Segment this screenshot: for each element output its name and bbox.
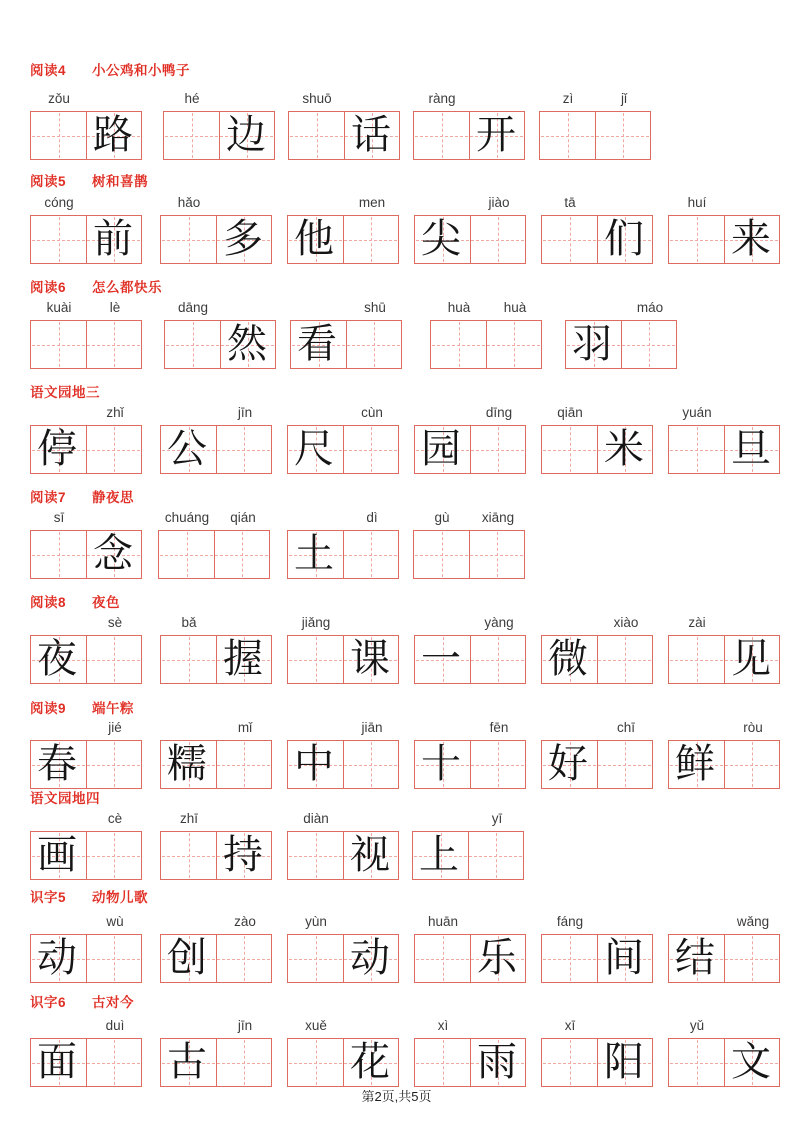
vertical-guide-line: [442, 532, 443, 577]
section-header: [30, 787, 100, 807]
printed-character: 旦: [731, 426, 771, 472]
tianzige-group: [539, 91, 651, 160]
tianzige-group: [30, 811, 142, 880]
printed-character: 春: [37, 741, 77, 787]
printed-character: 见: [731, 636, 771, 682]
pinyin-label: jié: [108, 720, 122, 735]
vertical-guide-line: [114, 742, 115, 787]
printed-character: 古: [167, 1039, 207, 1085]
vertical-guide-line: [244, 1040, 245, 1085]
vertical-guide-line: [498, 427, 499, 472]
printed-character: 十: [421, 741, 461, 787]
vertical-guide-line: [570, 427, 571, 472]
vertical-guide-line: [114, 833, 115, 878]
pinyin-label: dīng: [485, 405, 513, 420]
printed-character: 握: [223, 636, 263, 682]
section-header: [30, 991, 134, 1011]
tianzige-group: [160, 914, 272, 983]
tianzige-group: [30, 914, 142, 983]
pinyin-label: yàng: [484, 615, 514, 630]
vertical-guide-line: [114, 637, 115, 682]
printed-character: 鲜: [675, 741, 715, 787]
vertical-guide-line: [496, 833, 497, 878]
section-header: [30, 486, 134, 506]
tianzige-group: [414, 720, 526, 789]
section-label: 识字6: [30, 995, 67, 1010]
vertical-guide-line: [193, 322, 194, 367]
tianzige-group: [413, 91, 525, 160]
vertical-guide-line: [697, 427, 698, 472]
vertical-guide-line: [371, 742, 372, 787]
pinyin-label: cè: [107, 811, 123, 826]
printed-character: 夜: [37, 636, 77, 682]
vertical-guide-line: [114, 1040, 115, 1085]
vertical-guide-line: [570, 217, 571, 262]
printed-character: 念: [93, 531, 133, 577]
vertical-guide-line: [316, 637, 317, 682]
pinyin-label: yuán: [682, 405, 712, 420]
horizontal-guide-line: [32, 345, 140, 346]
pinyin-label: huà: [503, 300, 527, 315]
tianzige-group: [30, 300, 142, 369]
tianzige-group: [160, 615, 272, 684]
printed-character: 停: [37, 426, 77, 472]
tianzige-group: [164, 300, 276, 369]
section-header: [30, 697, 134, 717]
vertical-guide-line: [244, 936, 245, 981]
pinyin-label: xiào: [613, 615, 639, 630]
pinyin-label: ràng: [428, 91, 456, 106]
pinyin-label: huān: [427, 914, 459, 929]
vertical-guide-line: [114, 322, 115, 367]
pinyin-label: tā: [564, 195, 576, 210]
tianzige-group: [541, 914, 653, 983]
vertical-guide-line: [189, 833, 190, 878]
vertical-guide-line: [443, 936, 444, 981]
tianzige-group: [30, 91, 142, 160]
section-header: [30, 59, 190, 79]
vertical-guide-line: [697, 637, 698, 682]
section-label: 语文园地四: [30, 791, 100, 806]
tianzige-group: [160, 811, 272, 880]
tianzige-group: [160, 195, 272, 264]
printed-character: 动: [37, 935, 77, 981]
vertical-guide-line: [498, 742, 499, 787]
printed-character: 公: [167, 426, 207, 472]
pinyin-label: máo: [636, 300, 664, 315]
vertical-guide-line: [59, 532, 60, 577]
printed-character: 看: [297, 321, 337, 367]
vertical-guide-line: [187, 532, 188, 577]
printed-character: 糯: [167, 741, 207, 787]
pinyin-label: zào: [234, 914, 256, 929]
printed-character: 乐: [477, 935, 517, 981]
pinyin-label: hǎo: [177, 195, 201, 210]
printed-character: 路: [93, 112, 133, 158]
pinyin-label: chuáng: [164, 510, 210, 525]
section-header: [30, 381, 100, 401]
printed-character: 羽: [572, 321, 612, 367]
pinyin-label: zài: [688, 615, 706, 630]
vertical-guide-line: [649, 322, 650, 367]
vertical-guide-line: [752, 936, 753, 981]
vertical-guide-line: [497, 532, 498, 577]
tianzige-group: [288, 91, 400, 160]
horizontal-guide-line: [432, 345, 540, 346]
tianzige-group: [414, 195, 526, 264]
tianzige-group: [668, 914, 780, 983]
tianzige-group: [430, 300, 542, 369]
tianzige-group: [30, 615, 142, 684]
printed-character: 中: [294, 741, 334, 787]
printed-character: 米: [604, 426, 644, 472]
pinyin-label: zhǐ: [106, 405, 124, 420]
vertical-guide-line: [625, 742, 626, 787]
tianzige-group: [160, 405, 272, 474]
pinyin-label: lè: [109, 300, 121, 315]
section-label: 阅读6: [30, 280, 67, 295]
pinyin-label: diàn: [303, 811, 329, 826]
tianzige-group: [541, 615, 653, 684]
section-subtitle: 小公鸡和小鸭子: [92, 63, 191, 78]
printed-character: 创: [167, 935, 207, 981]
section-label: 阅读4: [30, 63, 67, 78]
tianzige-group: [541, 720, 653, 789]
section-subtitle: 怎么都快乐: [92, 280, 163, 295]
vertical-guide-line: [570, 936, 571, 981]
pinyin-label: wǎng: [736, 914, 770, 929]
pinyin-label: xì: [437, 1018, 449, 1033]
printed-character: 来: [731, 216, 771, 262]
tianzige-group: [541, 405, 653, 474]
vertical-guide-line: [371, 427, 372, 472]
pinyin-label: huà: [447, 300, 471, 315]
pinyin-label: jǐ: [621, 91, 627, 106]
section-header: [30, 591, 120, 611]
vertical-guide-line: [59, 113, 60, 158]
printed-character: 们: [604, 216, 644, 262]
printed-character: 一: [421, 636, 461, 682]
printed-character: 边: [226, 112, 266, 158]
vertical-guide-line: [568, 113, 569, 158]
vertical-guide-line: [244, 427, 245, 472]
tianzige-group: [565, 300, 677, 369]
horizontal-guide-line: [541, 136, 649, 137]
vertical-guide-line: [316, 1040, 317, 1085]
section-label: 阅读5: [30, 174, 67, 189]
pinyin-label: huí: [687, 195, 707, 210]
pinyin-label: zǒu: [48, 91, 70, 106]
tianzige-group: [287, 1018, 399, 1087]
pinyin-label: hé: [184, 91, 200, 106]
tianzige-group: [30, 1018, 142, 1087]
printed-character: 雨: [477, 1039, 517, 1085]
section-header: [30, 276, 162, 296]
printed-character: 动: [350, 935, 390, 981]
pinyin-label: cóng: [44, 195, 74, 210]
vertical-guide-line: [316, 833, 317, 878]
pinyin-label: sī: [53, 510, 65, 525]
vertical-guide-line: [371, 217, 372, 262]
tianzige-group: [160, 720, 272, 789]
printed-character: 尖: [421, 216, 461, 262]
tianzige-group: [414, 405, 526, 474]
tianzige-group: [414, 914, 526, 983]
vertical-guide-line: [697, 217, 698, 262]
vertical-guide-line: [570, 1040, 571, 1085]
pinyin-label: shū: [364, 300, 386, 315]
tianzige-group: [30, 195, 142, 264]
pinyin-label: duì: [105, 1018, 125, 1033]
printed-character: 然: [227, 321, 267, 367]
printed-character: 园: [421, 426, 461, 472]
pinyin-label: dāng: [177, 300, 209, 315]
pinyin-label: jiǎng: [301, 615, 331, 630]
vertical-guide-line: [459, 322, 460, 367]
pinyin-label: yī: [491, 811, 503, 826]
vertical-guide-line: [752, 742, 753, 787]
vertical-guide-line: [59, 322, 60, 367]
tianzige-group: [30, 720, 142, 789]
printed-character: 上: [419, 832, 459, 878]
printed-character: 话: [351, 112, 391, 158]
tianzige-group: [668, 1018, 780, 1087]
section-subtitle: 静夜思: [92, 490, 135, 505]
vertical-guide-line: [697, 1040, 698, 1085]
section-label: 识字5: [30, 890, 67, 905]
vertical-guide-line: [317, 113, 318, 158]
vertical-guide-line: [625, 637, 626, 682]
printed-character: 间: [604, 935, 644, 981]
pinyin-label: gù: [434, 510, 450, 525]
tianzige-group: [414, 1018, 526, 1087]
section-label: 语文园地三: [30, 385, 100, 400]
vertical-guide-line: [514, 322, 515, 367]
pinyin-label: mǐ: [237, 720, 253, 735]
printed-character: 开: [476, 112, 516, 158]
tianzige-group: [287, 510, 399, 579]
pinyin-label: men: [358, 195, 386, 210]
printed-character: 结: [675, 935, 715, 981]
printed-character: 好: [548, 741, 588, 787]
vertical-guide-line: [189, 217, 190, 262]
pinyin-label: qiān: [557, 405, 583, 420]
printed-character: 持: [223, 832, 263, 878]
printed-character: 文: [731, 1039, 771, 1085]
tianzige-group: [287, 914, 399, 983]
pinyin-label: xuě: [305, 1018, 327, 1033]
section-label: 阅读8: [30, 595, 67, 610]
pinyin-label: xī: [564, 1018, 576, 1033]
section-subtitle: 树和喜鹊: [92, 174, 149, 189]
section-header: [30, 170, 148, 190]
vertical-guide-line: [316, 936, 317, 981]
printed-character: 课: [350, 636, 390, 682]
pinyin-label: kuài: [46, 300, 72, 315]
tianzige-group: [287, 405, 399, 474]
pinyin-label: qián: [230, 510, 256, 525]
vertical-guide-line: [244, 742, 245, 787]
pinyin-label: wù: [106, 914, 124, 929]
tianzige-group: [668, 195, 780, 264]
printed-character: 花: [350, 1039, 390, 1085]
vertical-guide-line: [371, 532, 372, 577]
section-subtitle: 夜色: [92, 595, 121, 610]
pinyin-label: zì: [562, 91, 574, 106]
printed-character: 微: [548, 636, 588, 682]
vertical-guide-line: [59, 217, 60, 262]
tianzige-group: [287, 195, 399, 264]
tianzige-group: [287, 720, 399, 789]
pinyin-label: dì: [366, 510, 378, 525]
tianzige-group: [413, 510, 525, 579]
tianzige-group: [290, 300, 402, 369]
horizontal-guide-line: [415, 555, 523, 556]
tianzige-group: [287, 615, 399, 684]
printed-character: 多: [223, 216, 263, 262]
vertical-guide-line: [443, 1040, 444, 1085]
tianzige-group: [163, 91, 275, 160]
pinyin-label: sè: [107, 615, 123, 630]
section-subtitle: 端午粽: [92, 701, 135, 716]
page-number-footer: 第2页,共5页: [361, 1089, 432, 1104]
tianzige-group: [158, 510, 270, 579]
pinyin-label: fēn: [489, 720, 509, 735]
tianzige-group: [668, 615, 780, 684]
pinyin-label: jīn: [237, 1018, 253, 1033]
pinyin-label: chī: [616, 720, 636, 735]
printed-character: 画: [37, 832, 77, 878]
tianzige-group: [541, 1018, 653, 1087]
printed-character: 他: [294, 216, 334, 262]
section-subtitle: 动物儿歌: [92, 890, 149, 905]
horizontal-guide-line: [160, 555, 268, 556]
pinyin-label: jiào: [488, 195, 510, 210]
pinyin-label: cùn: [361, 405, 383, 420]
tianzige-group: [414, 615, 526, 684]
printed-character: 视: [350, 832, 390, 878]
section-header: [30, 886, 148, 906]
pinyin-label: jiān: [361, 720, 383, 735]
tianzige-group: [30, 510, 142, 579]
vertical-guide-line: [114, 427, 115, 472]
vertical-guide-line: [189, 637, 190, 682]
pinyin-label: jīn: [237, 405, 253, 420]
vertical-guide-line: [498, 637, 499, 682]
vertical-guide-line: [623, 113, 624, 158]
printed-character: 面: [37, 1039, 77, 1085]
tianzige-group: [160, 1018, 272, 1087]
section-subtitle: 古对今: [92, 995, 135, 1010]
pinyin-label: ròu: [743, 720, 763, 735]
tianzige-group: [287, 811, 399, 880]
section-label: 阅读7: [30, 490, 67, 505]
vertical-guide-line: [114, 936, 115, 981]
vertical-guide-line: [498, 217, 499, 262]
printed-character: 尺: [294, 426, 334, 472]
vertical-guide-line: [192, 113, 193, 158]
vertical-guide-line: [374, 322, 375, 367]
pinyin-label: shuō: [302, 91, 332, 106]
section-label: 阅读9: [30, 701, 67, 716]
tianzige-group: [541, 195, 653, 264]
printed-character: 前: [93, 216, 133, 262]
tianzige-group: [668, 405, 780, 474]
tianzige-group: [412, 811, 524, 880]
printed-character: 阳: [604, 1039, 644, 1085]
pinyin-label: fáng: [556, 914, 584, 929]
tianzige-group: [668, 720, 780, 789]
pinyin-label: yùn: [305, 914, 327, 929]
vertical-guide-line: [442, 113, 443, 158]
printed-character: 土: [294, 531, 334, 577]
vertical-guide-line: [242, 532, 243, 577]
pinyin-label: yǔ: [689, 1018, 705, 1033]
pinyin-label: zhī: [179, 811, 199, 826]
pinyin-label: xiāng: [481, 510, 515, 525]
pinyin-label: bǎ: [181, 615, 197, 630]
tianzige-group: [30, 405, 142, 474]
